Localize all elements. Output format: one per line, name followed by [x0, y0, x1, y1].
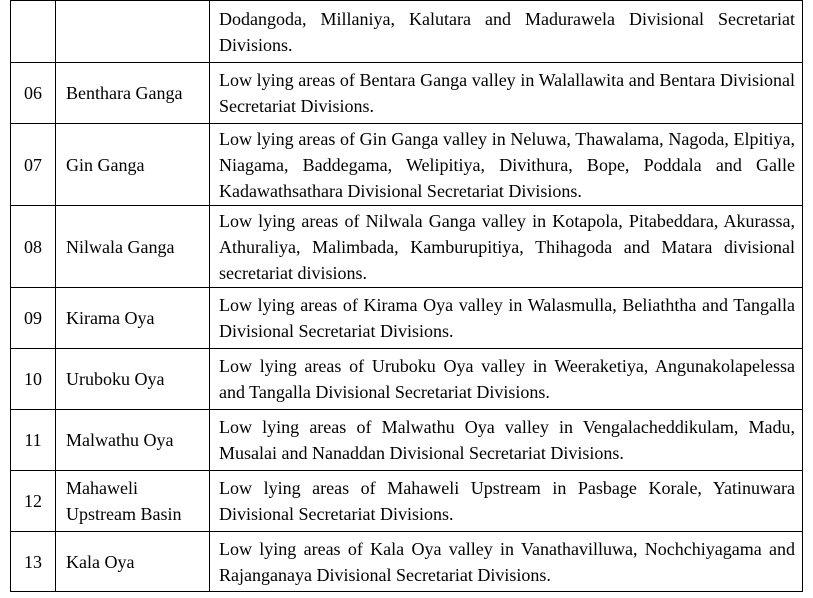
river-basin-cell: Uruboku Oya: [56, 349, 210, 410]
table-row: [11, 124, 803, 206]
affected-area-cell: Low lying areas of Malwathu Oya valley in Vengalacheddikulam, Madu, Musalai and Nanaddan Divisional Secretariat Divisions.: [210, 410, 803, 471]
affected-area-cell: Low lying areas of Bentara Ganga valley in Walallawita and Bentara Divisional Secretariat Divisions.: [210, 63, 803, 124]
river-basin-cell: Gin Ganga: [56, 124, 210, 206]
row-number-cell: 08: [11, 206, 56, 288]
river-basin-cell: Kirama Oya: [56, 288, 210, 349]
table-row: [11, 206, 803, 288]
affected-area-cell: Low lying areas of Kirama Oya valley in Walasmulla, Beliaththa and Tangalla Divisional Secretariat Divisions.: [210, 288, 803, 349]
table-row: [11, 288, 803, 349]
table-row: [11, 410, 803, 471]
river-basin-cell: Malwathu Oya: [56, 410, 210, 471]
table-row: [11, 63, 803, 124]
affected-area-cell: Low lying areas of Gin Ganga valley in Neluwa, Thawalama, Nagoda, Elpitiya, Niagama, Baddegama, Welipitiya, Divithura, Bope, Poddala and Galle Kadawathsathara Divisional Secretariat Divisions.: [210, 124, 803, 206]
river-basin-cell: Mahaweli Upstream Basin: [56, 471, 210, 532]
row-number-cell: 09: [11, 288, 56, 349]
row-number-cell: 07: [11, 124, 56, 206]
row-number-cell: 11: [11, 410, 56, 471]
affected-area-cell: Low lying areas of Nilwala Ganga valley in Kotapola, Pitabeddara, Akurassa, Athuraliya, Malimbada, Kamburupitiya, Thihagoda and Matara divisional secretariat divisions.: [210, 206, 803, 288]
row-number-cell: 10: [11, 349, 56, 410]
flood-risk-areas-table: [10, 0, 803, 592]
affected-area-cell: Dodangoda, Millaniya, Kalutara and Madurawela Divisional Secretariat Divisions.: [210, 1, 803, 63]
row-number-cell: 13: [11, 532, 56, 592]
affected-area-cell: Low lying areas of Kala Oya valley in Vanathavilluwa, Nochchiyagama and Rajanganaya Divisional Secretariat Divisions.: [210, 532, 803, 592]
table-row: [11, 471, 803, 532]
table-row: [11, 349, 803, 410]
river-basin-cell: [56, 1, 210, 63]
river-basin-cell: Nilwala Ganga: [56, 206, 210, 288]
table-row: [11, 1, 803, 63]
affected-area-cell: Low lying areas of Uruboku Oya valley in Weeraketiya, Angunakolapelessa and Tangalla Divisional Secretariat Divisions.: [210, 349, 803, 410]
row-number-cell: [11, 1, 56, 63]
affected-area-cell: Low lying areas of Mahaweli Upstream in Pasbage Korale, Yatinuwara Divisional Secretariat Divisions.: [210, 471, 803, 532]
table-row: [11, 532, 803, 592]
river-basin-cell: Kala Oya: [56, 532, 210, 592]
row-number-cell: 12: [11, 471, 56, 532]
row-number-cell: 06: [11, 63, 56, 124]
river-basin-cell: Benthara Ganga: [56, 63, 210, 124]
